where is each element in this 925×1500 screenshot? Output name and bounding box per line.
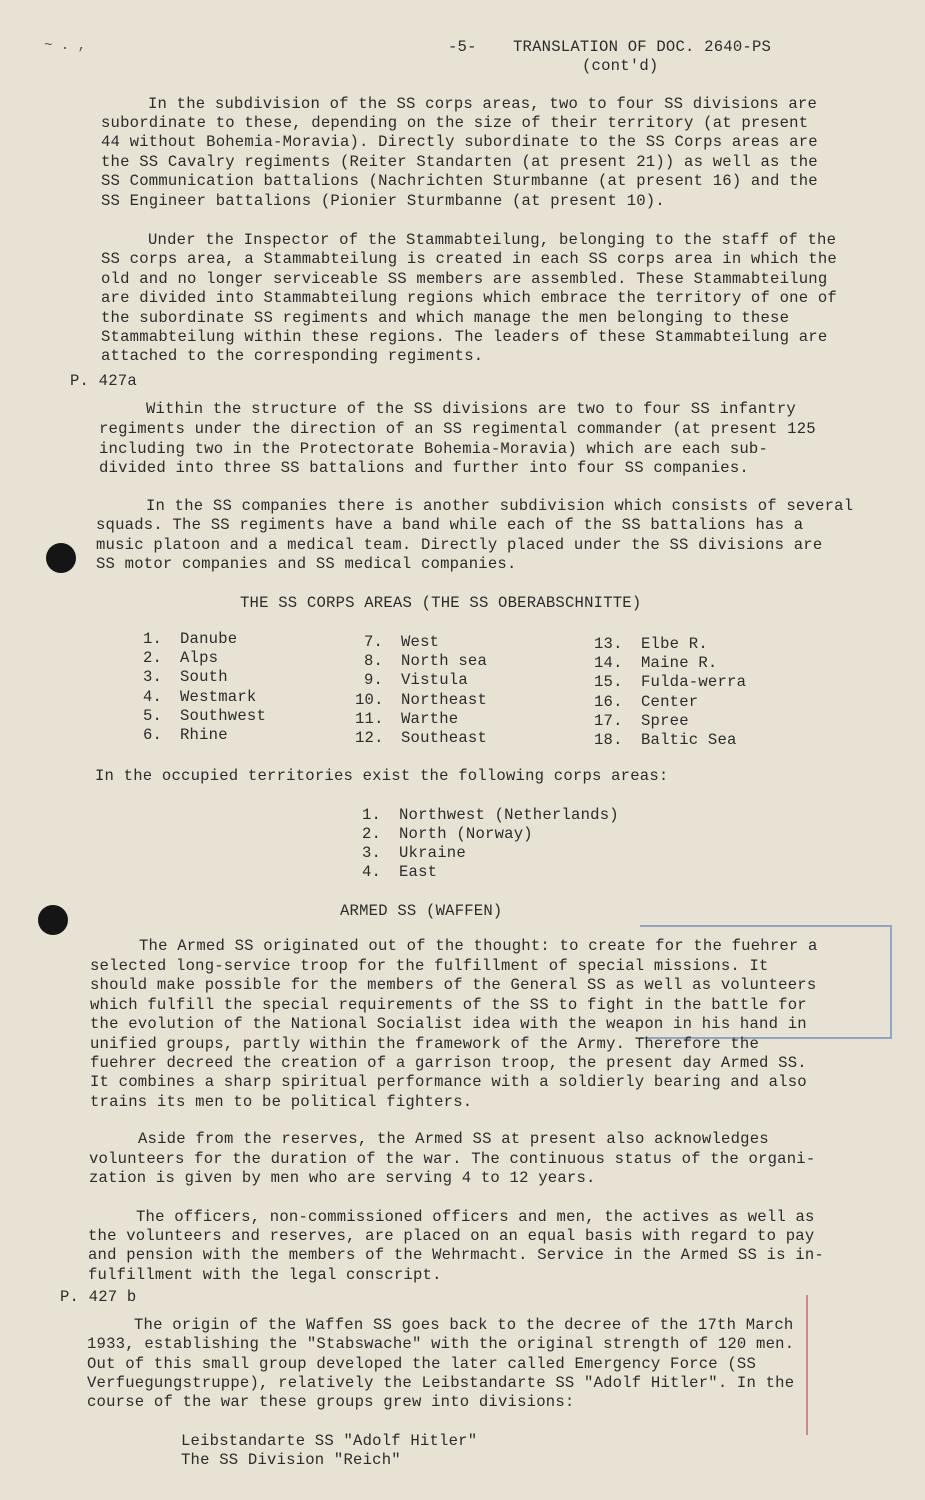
- corps-num: 5.: [143, 707, 163, 725]
- division-item: The SS Division "Reich": [181, 1451, 401, 1469]
- corps-heading: THE SS CORPS AREAS (THE SS OBERABSCHNITTE): [240, 594, 642, 612]
- corps-num: 4.: [143, 688, 163, 706]
- occupied-name: Northwest (Netherlands): [399, 806, 619, 824]
- para1-line: SS Engineer battalions (Pionier Sturmbanne (at present 10).: [101, 192, 665, 210]
- page-reference: P. 427a: [70, 372, 137, 390]
- para3-line: divided into three SS battalions and further into four SS companies.: [99, 459, 749, 477]
- para2-line: Under the Inspector of the Stammabteilung, belonging to the staff of the: [148, 231, 837, 249]
- para8-line: 1933, establishing the "Stabswache" with the original strength of 120 men.: [87, 1335, 795, 1353]
- para5-line: unified groups, partly within the framework of the Army. Therefore the: [90, 1035, 760, 1053]
- para5-line: the evolution of the National Socialist idea with the weapon in his hand in: [90, 1015, 807, 1033]
- corps-num: 9.: [364, 671, 384, 689]
- para3-line: regiments under the direction of an SS regimental commander (at present 125: [99, 420, 816, 438]
- para8-line: course of the war these groups grew into divisions:: [87, 1393, 575, 1411]
- corps-num: 17.: [594, 712, 623, 730]
- occupied-name: North (Norway): [399, 825, 533, 843]
- corps-num: 8.: [364, 652, 384, 670]
- para2-line: are divided into Stammabteilung regions which embrace the territory of one of: [101, 289, 837, 307]
- corps-num: 10.: [355, 691, 384, 709]
- corps-num: 11.: [355, 710, 384, 728]
- para8-line: Verfuegungstruppe), relatively the Leibstandarte SS "Adolf Hitler". In the: [87, 1374, 795, 1392]
- page-number: -5-: [448, 38, 477, 56]
- occupied-name: Ukraine: [399, 844, 466, 862]
- occupied-name: East: [399, 863, 438, 881]
- corps-name: Fulda-werra: [641, 673, 747, 691]
- para5-line: The Armed SS originated out of the thought: to create for the fuehrer a: [139, 937, 818, 955]
- corps-name: North sea: [401, 652, 488, 670]
- para7-line: The officers, non-commissioned officers and men, the actives as well as: [136, 1208, 815, 1226]
- para2-line: SS corps area, a Stammabteilung is created in each SS corps area in which the: [101, 250, 837, 268]
- document-title: TRANSLATION OF DOC. 2640-PS: [513, 38, 772, 56]
- para3-line: including two in the Protectorate Bohemia-Moravia) which are each sub-: [99, 440, 769, 458]
- corps-name: Vistula: [401, 671, 468, 689]
- para5-line: should make possible for the members of the General SS as well as volunteers: [90, 976, 817, 994]
- para6-line: zation is given by men who are serving 4 to 12 years.: [89, 1169, 596, 1187]
- corps-name: Center: [641, 693, 699, 711]
- para5-line: trains its men to be political fighters.: [90, 1093, 473, 1111]
- para8-line: Out of this small group developed the later called Emergency Force (SS: [87, 1355, 757, 1373]
- para4-line: In the SS companies there is another subdivision which consists of several: [146, 497, 854, 515]
- para7-line: fulfillment with the legal conscript.: [88, 1266, 442, 1284]
- division-item: Leibstandarte SS "Adolf Hitler": [181, 1432, 478, 1450]
- corps-num: 6.: [143, 726, 163, 744]
- para3-line: Within the structure of the SS divisions are two to four SS infantry: [146, 400, 796, 418]
- para5-line: selected long-service troop for the fulfillment of special missions. It: [90, 957, 769, 975]
- corps-num: 18.: [594, 731, 623, 749]
- corps-num: 12.: [355, 729, 384, 747]
- occupied-num: 4.: [362, 863, 382, 881]
- para2-line: attached to the corresponding regiments.: [101, 347, 484, 365]
- corps-name: South: [180, 668, 228, 686]
- para6-line: Aside from the reserves, the Armed SS at present also acknowledges: [138, 1130, 769, 1148]
- para7-line: and pension with the members of the Wehrmacht. Service in the Armed SS is in-: [88, 1246, 824, 1264]
- para5-line: It combines a sharp spiritual performance with a soldierly bearing and also: [90, 1073, 807, 1091]
- corps-name: Danube: [180, 630, 238, 648]
- para1-line: 44 without Bohemia-Moravia). Directly subordinate to the SS Corps areas are: [101, 133, 818, 151]
- para1-line: SS Communication battalions (Nachrichten Sturmbanne (at present 16) and the: [101, 172, 818, 190]
- corps-name: Spree: [641, 712, 689, 730]
- page-reference: P. 427 b: [60, 1288, 137, 1306]
- para2-line: the subordinate SS regiments and which manage the men belonging to these: [101, 309, 790, 327]
- para5-line: which fulfill the special requirements of the SS to fight in the battle for: [90, 996, 807, 1014]
- para1-line: In the subdivision of the SS corps areas, two to four SS divisions are: [148, 95, 818, 113]
- occupied-num: 1.: [362, 806, 382, 824]
- corps-name: Warthe: [401, 710, 459, 728]
- corps-num: 2.: [143, 649, 163, 667]
- occupied-num: 3.: [362, 844, 382, 862]
- para4-line: SS motor companies and SS medical companies.: [96, 555, 517, 573]
- para5-line: fuehrer decreed the creation of a garrison troop, the present day Armed SS.: [90, 1054, 807, 1072]
- margin-mark: [806, 1295, 808, 1435]
- corps-name: Baltic Sea: [641, 731, 737, 749]
- occupied-intro: In the occupied territories exist the following corps areas:: [95, 767, 669, 785]
- continued-label: (cont'd): [582, 57, 659, 75]
- para7-line: the volunteers and reserves, are placed on an equal basis with regard to pay: [88, 1227, 815, 1245]
- corps-num: 14.: [594, 654, 623, 672]
- corps-name: Maine R.: [641, 654, 718, 672]
- corps-name: Southeast: [401, 729, 488, 747]
- corps-name: Rhine: [180, 726, 228, 744]
- punch-hole: [38, 905, 68, 935]
- occupied-num: 2.: [362, 825, 382, 843]
- corner-mark: ~ . ,: [44, 38, 87, 54]
- armed-ss-heading: ARMED SS (WAFFEN): [340, 902, 503, 920]
- corps-name: Southwest: [180, 707, 267, 725]
- para2-line: old and no longer serviceable SS members are assembled. These Stammabteilung: [101, 270, 828, 288]
- corps-name: West: [401, 633, 440, 651]
- para2-line: Stammabteilung within these regions. The leaders of these Stammabteilung are: [101, 328, 828, 346]
- corps-name: Northeast: [401, 691, 488, 709]
- corps-num: 7.: [364, 633, 384, 651]
- para1-line: the SS Cavalry regiments (Reiter Standarten (at present 21)) as well as the: [101, 153, 818, 171]
- corps-name: Westmark: [180, 688, 257, 706]
- corps-name: Alps: [180, 649, 219, 667]
- para6-line: volunteers for the duration of the war. The continuous status of the organi-: [89, 1150, 816, 1168]
- para1-line: subordinate to these, depending on the size of their territory (at present: [101, 114, 809, 132]
- corps-num: 3.: [143, 668, 163, 686]
- corps-num: 1.: [143, 630, 163, 648]
- para4-line: squads. The SS regiments have a band while each of the SS battalions has a: [96, 516, 804, 534]
- punch-hole: [46, 543, 76, 573]
- corps-name: Elbe R.: [641, 635, 708, 653]
- para4-line: music platoon and a medical team. Directly placed under the SS divisions are: [96, 536, 823, 554]
- corps-num: 16.: [594, 693, 623, 711]
- corps-num: 15.: [594, 673, 623, 691]
- para8-line: The origin of the Waffen SS goes back to the decree of the 17th March: [134, 1316, 794, 1334]
- corps-num: 13.: [594, 635, 623, 653]
